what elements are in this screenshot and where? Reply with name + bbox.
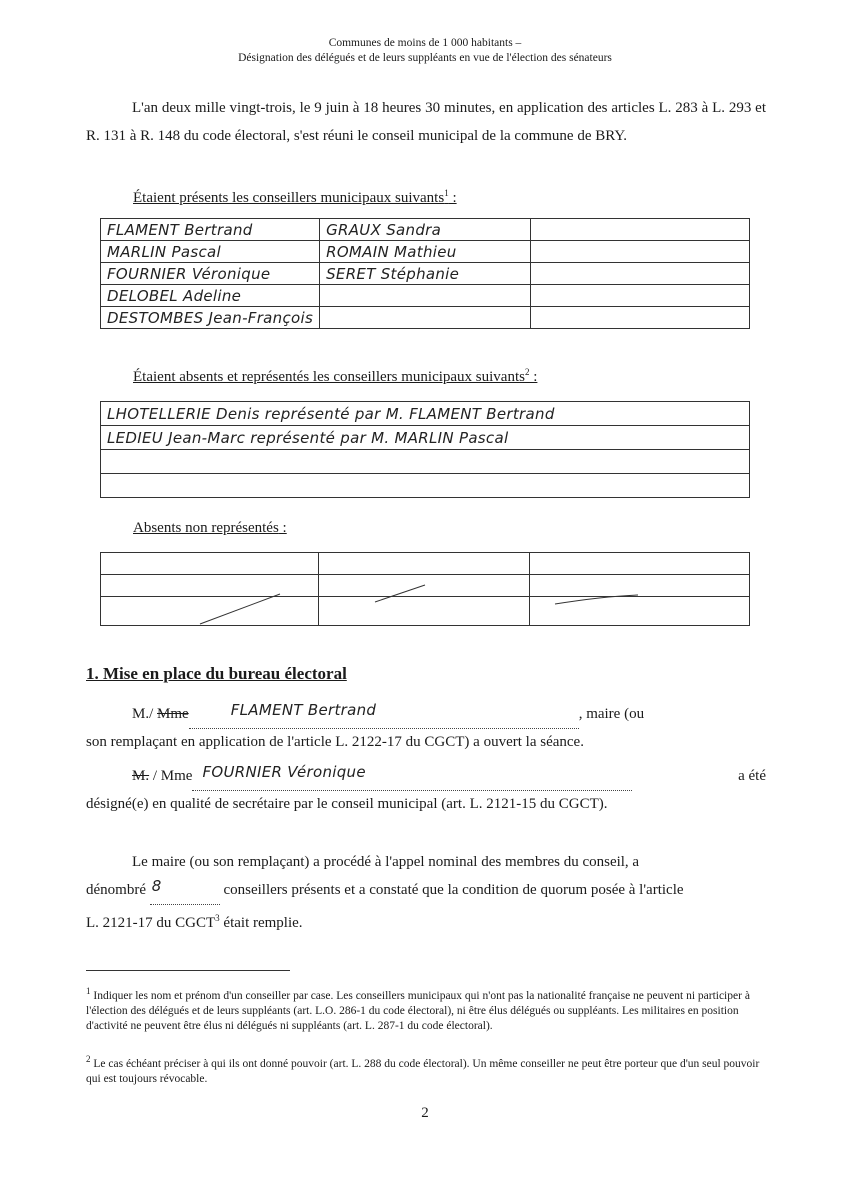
footnote-1: $^1$ Indiquer les nom et prénom d'un conseiller par case. Les conseillers municipaux qui n'ont pas la nationalité française ne peuvent ni participer à l'élection des délégués et de leurs suppléants (art. L.O. 286-1 du code électoral), ni être élus délégués ou suppléants. Les militaires en position d'activité ne peuvent être élus ni délégués ni suppléants (art. L. 287-1 du code électoral). — [86, 986, 750, 1032]
present-row — [101, 263, 750, 285]
present-row — [101, 285, 750, 307]
absent-represented-table — [100, 401, 750, 498]
page-number: 2 — [421, 1105, 429, 1121]
present-row — [101, 241, 750, 263]
mayor-struck-title: Mme — [157, 706, 189, 722]
present-cell: DELOBEL Adeline — [101, 285, 320, 307]
present-cell — [530, 219, 749, 241]
present-cell: MARLIN Pascal — [101, 241, 320, 263]
strike-through-marks — [100, 552, 750, 630]
present-cell — [320, 307, 531, 329]
quorum-line-3: L. 2121-17 du CGCT$^3$ était remplie. — [86, 913, 303, 931]
present-cell: ROMAIN Mathieu — [320, 241, 531, 263]
header-line-2: Désignation des délégués et de leurs suppléants en vue de l'élection des sénateurs — [238, 52, 612, 64]
present-label: Étaient présents les conseillers municipaux suivants$^1$ : — [133, 188, 457, 206]
intro-paragraph — [86, 94, 766, 150]
present-cell — [530, 307, 749, 329]
intro-text: L'an deux mille vingt-trois, le 9 juin à 18 heures 30 minutes, en application des articles L. 283 à L. 293 et R. 131 à R. 148 du code électoral, s'est réuni le conseil municipal de la commune de BRY. — [86, 100, 766, 144]
absent-represented-label: Étaient absents et représentés les conseillers municipaux suivants$^2$ : — [133, 367, 538, 385]
present-cell — [530, 241, 749, 263]
present-cell: GRAUX Sandra — [320, 219, 531, 241]
present-cell — [530, 285, 749, 307]
secretary-fill-line — [192, 762, 632, 791]
footnote-ref-1: 1 — [444, 188, 449, 198]
present-table — [100, 218, 750, 329]
secretary-name: FOURNIER Véronique — [202, 763, 366, 781]
footnote-ref-2: 2 — [524, 367, 530, 377]
mayor-name: FLAMENT Bertrand — [230, 701, 377, 719]
present-row — [101, 307, 750, 329]
quorum-fill-line — [150, 876, 220, 905]
mayor-fill-line — [189, 700, 579, 729]
strike-mark — [375, 585, 425, 602]
strike-mark — [555, 595, 638, 604]
mayor-line-2: son remplaçant en application de l'article L. 2122-17 du CGCT) a ouvert la séance. — [86, 734, 584, 750]
quorum-count: 8 — [151, 877, 162, 895]
footnote-ref-3: 3 — [215, 913, 220, 923]
present-row — [101, 219, 750, 241]
present-cell — [320, 285, 531, 307]
absent-represented-cell — [101, 450, 750, 474]
secretary-line-2: désigné(e) en qualité de secrétaire par le conseil municipal (art. L. 2121-15 du CGCT). — [86, 796, 608, 812]
absent-represented-cell: LHOTELLERIE Denis représenté par M. FLAMENT Bertrand — [101, 402, 750, 426]
present-cell: FLAMENT Bertrand — [101, 219, 320, 241]
footnote-2: $^2$ Le cas échéant préciser à qui ils ont donné pouvoir (art. L. 288 du code électoral). Un même conseiller ne peut être porteur que d'un seul pouvoir qui est toujours révocable. — [86, 1054, 760, 1085]
footnote-separator — [86, 970, 290, 971]
absent-not-represented-table — [100, 552, 750, 630]
mayor-line: M./ Mme FLAMENT Bertrand , maire (ou — [86, 700, 766, 729]
absent-represented-cell: LEDIEU Jean-Marc représenté par M. MARLIN Pascal — [101, 426, 750, 450]
absent-represented-cell — [101, 474, 750, 498]
present-cell: FOURNIER Véronique — [101, 263, 320, 285]
present-cell: DESTOMBES Jean-François — [101, 307, 320, 329]
absent-represented-row — [101, 474, 750, 498]
secretary-line: M. / Mme FOURNIER Véronique a été — [86, 762, 766, 791]
present-cell: SERET Stéphanie — [320, 263, 531, 285]
secretary-struck-title: M. — [132, 768, 150, 784]
section-1-title: 1. Mise en place du bureau électoral — [86, 664, 347, 683]
absent-represented-row — [101, 402, 750, 426]
present-cell — [530, 263, 749, 285]
absent-not-represented-label: Absents non représentés : — [133, 520, 287, 536]
quorum-line-2: dénombré 8 conseillers présents et a constaté que la condition de quorum posée à l'article — [86, 876, 766, 905]
quorum-line-1: Le maire (ou son remplaçant) a procédé à l'appel nominal des membres du conseil, a — [132, 854, 640, 870]
absent-represented-row — [101, 426, 750, 450]
header-line-1: Communes de moins de 1 000 habitants – — [328, 37, 522, 49]
strike-mark — [200, 594, 280, 624]
absent-represented-row — [101, 450, 750, 474]
